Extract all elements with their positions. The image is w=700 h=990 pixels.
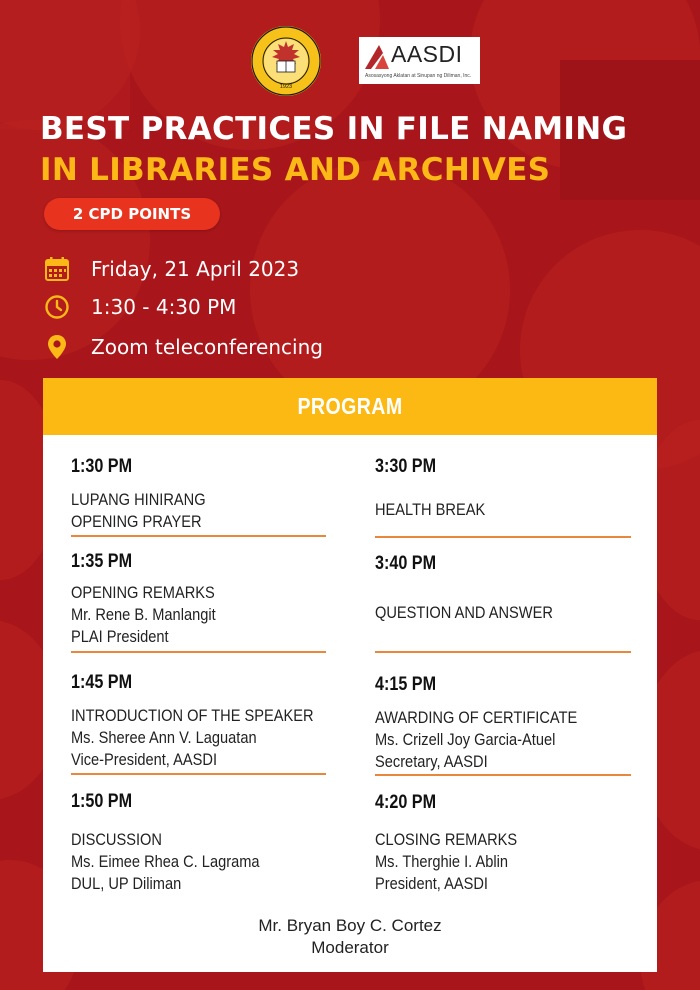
program-header bbox=[43, 378, 657, 435]
program-item-time: 4:20 PM bbox=[375, 792, 437, 813]
divider bbox=[71, 651, 326, 653]
program-item-line: Ms. Eimee Rhea C. Lagrama bbox=[71, 852, 260, 871]
program-item-line: QUESTION AND ANSWER bbox=[375, 603, 553, 622]
event-date: Friday, 21 April 2023 bbox=[91, 257, 300, 281]
moderator-name: Mr. Bryan Boy C. Cortez bbox=[258, 916, 442, 935]
program-item-time: 3:30 PM bbox=[375, 456, 437, 477]
calendar-icon bbox=[44, 256, 70, 282]
logo-bar bbox=[0, 25, 700, 100]
aasdi-wordmark: AASDI bbox=[391, 41, 463, 67]
program-item-line: President, AASDI bbox=[375, 874, 488, 893]
program-item-line: Ms. Therghie I. Ablin bbox=[375, 852, 509, 871]
program-item-line: DUL, UP Diliman bbox=[71, 874, 182, 893]
program-title: PROGRAM bbox=[297, 393, 403, 419]
aasdi-tagline: Asosasyong Aklatan at Sinupan ng Diliman, Inc. bbox=[365, 73, 472, 79]
program-item-line: OPENING PRAYER bbox=[71, 512, 202, 531]
program-item-time: 1:30 PM bbox=[71, 456, 133, 477]
program-item-time: 1:50 PM bbox=[71, 791, 133, 812]
program-item-line: DISCUSSION bbox=[71, 830, 162, 849]
aasdi-logo bbox=[359, 37, 480, 84]
clock-icon bbox=[44, 294, 70, 320]
program-item-time: 1:45 PM bbox=[71, 672, 133, 693]
location-pin-icon bbox=[44, 334, 70, 360]
program-item-line: Vice-President, AASDI bbox=[71, 750, 218, 769]
cpd-points-badge: 2 CPD POINTS bbox=[44, 198, 220, 230]
program-item-line: Ms. Sheree Ann V. Laguatan bbox=[71, 728, 257, 747]
divider bbox=[71, 773, 326, 775]
moderator-block bbox=[43, 915, 657, 959]
event-time: 1:30 - 4:30 PM bbox=[91, 295, 237, 319]
program-item-line: Mr. Rene B. Manlangit bbox=[71, 605, 216, 624]
program-item-time: 3:40 PM bbox=[375, 553, 437, 574]
event-venue: Zoom teleconferencing bbox=[91, 335, 323, 359]
program-item-line: HEALTH BREAK bbox=[375, 500, 486, 519]
program-item-line: AWARDING OF CERTIFICATE bbox=[375, 708, 578, 727]
svg-text:1923: 1923 bbox=[279, 84, 293, 90]
program-item-line: CLOSING REMARKS bbox=[375, 830, 518, 849]
divider bbox=[375, 536, 631, 538]
program-item-time: 4:15 PM bbox=[375, 674, 437, 695]
program-item-line: OPENING REMARKS bbox=[71, 583, 215, 602]
moderator-role: Moderator bbox=[311, 938, 389, 957]
divider bbox=[375, 651, 631, 653]
plai-logo bbox=[250, 25, 322, 97]
program-item-line: PLAI President bbox=[71, 627, 169, 646]
divider bbox=[375, 774, 631, 776]
program-item-line: INTRODUCTION OF THE SPEAKER bbox=[71, 706, 314, 725]
title-line-1: BEST PRACTICES IN FILE NAMING bbox=[40, 111, 628, 147]
program-item-line: LUPANG HINIRANG bbox=[71, 490, 206, 509]
program-card bbox=[43, 378, 657, 972]
program-item-line: Ms. Crizell Joy Garcia-Atuel bbox=[375, 730, 556, 749]
divider bbox=[71, 535, 326, 537]
title-line-2: IN LIBRARIES AND ARCHIVES bbox=[40, 152, 551, 188]
program-item-time: 1:35 PM bbox=[71, 551, 133, 572]
program-item-line: Secretary, AASDI bbox=[375, 752, 488, 771]
